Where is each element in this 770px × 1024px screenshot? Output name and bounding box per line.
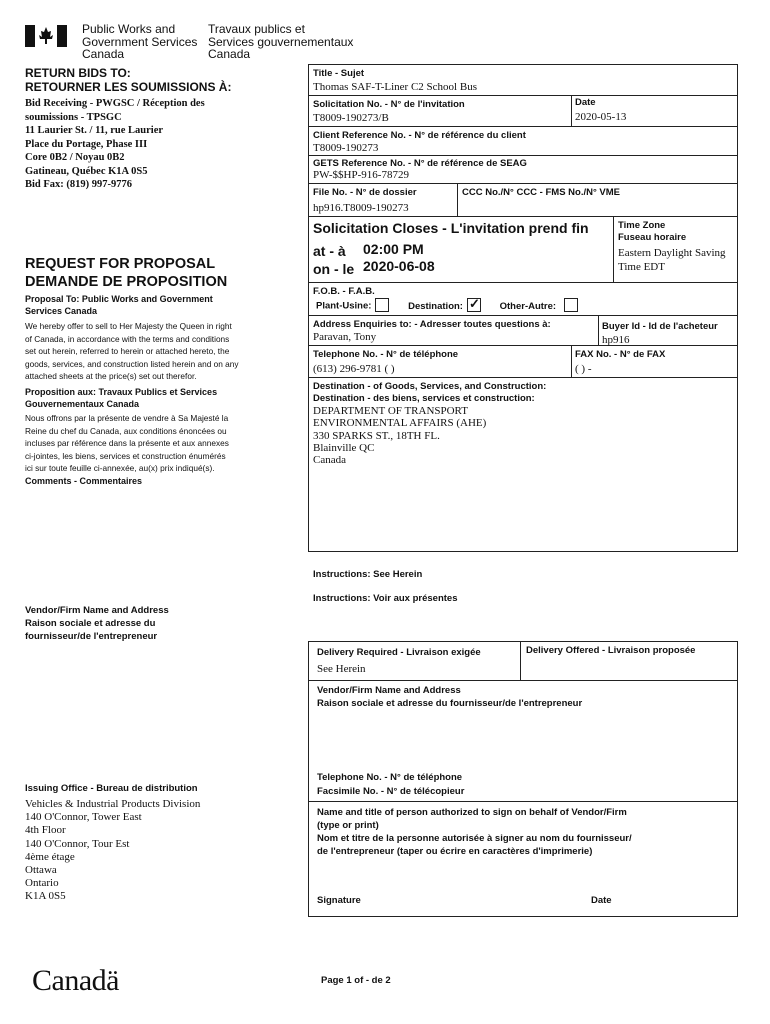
address-line: Bid Fax: (819) 997-9776 [25, 179, 133, 190]
instructions-en: Instructions: See Herein [313, 569, 423, 580]
canada-flag-icon [25, 25, 67, 47]
timezone-label [618, 220, 686, 244]
title-value: Thomas SAF-T-Liner C2 School Bus [313, 81, 477, 93]
other-checkbox[interactable] [564, 298, 578, 312]
offer-line: ci-jointes, les biens, services et construction énumérés [25, 450, 226, 461]
solicitation-closes-label: Solicitation Closes - L'invitation prend fin [313, 220, 589, 236]
destination-address [313, 405, 486, 466]
vendor-label-line: Raison sociale et adresse du fournisseur/de l'entrepreneur [317, 697, 583, 709]
destination-line: 330 SPARKS ST., 18TH FL. [313, 429, 440, 442]
offer-line: We hereby offer to sell to Her Majesty the Queen in right [25, 321, 232, 331]
delivery-required-label: Delivery Required - Livraison exigée [317, 647, 481, 658]
auth-label-line: de l'entrepreneur (taper ou écrire en caractères d'imprimerie) [317, 846, 593, 857]
tz-label-line: Time Zone [618, 220, 666, 231]
signature-label: Signature [317, 895, 361, 906]
offer-line: goods, services, and construction listed herein and on any [25, 358, 239, 369]
offer-line: incluses par référence dans la présente et aux annexes [25, 438, 229, 448]
destination-line: DEPARTMENT OF TRANSPORT [313, 405, 468, 417]
page-number: Page 1 of - de 2 [321, 975, 391, 986]
offer-line: Reine du chef du Canada, aux conditions énoncées ou [25, 425, 227, 436]
tz-value-line: Time EDT [618, 261, 665, 273]
fax-label: FAX No. - N° de FAX [575, 349, 666, 360]
proposition-line: Gouvernementaux Canada [25, 398, 140, 409]
solicitation-value: T8009-190273/B [313, 112, 389, 124]
proposition-line: Proposition aux: Travaux Publics et Services [25, 387, 218, 397]
ccc-label: CCC No./N° CCC - FMS No./N° VME [462, 187, 621, 198]
offer-text-fr [25, 412, 229, 475]
vendor-name-label [317, 685, 582, 710]
address-line: Gatineau, Québec K1A 0S5 [25, 165, 148, 177]
address-line: Bid Receiving - PWGSC / Réception des [25, 98, 205, 109]
buyer-id-value: hp916 [602, 334, 630, 346]
vendor-left-line: fournisseur/de l'entrepreneur [25, 631, 158, 642]
destination-label-line: Destination - des biens, services et construction: [313, 393, 535, 404]
offer-line: of Canada, in accordance with the terms and conditions [25, 333, 230, 344]
proposal-to-line: Proposal To: Public Works and Government [25, 294, 213, 304]
issuing-line: K1A 0S5 [25, 890, 66, 903]
check-icon: ✓ [468, 296, 480, 311]
gets-label: GETS Reference No. - N° de référence de SEAG [313, 158, 527, 169]
plant-checkbox[interactable] [375, 298, 389, 312]
solicitation-label: Solicitation No. - N° de l'invitation [313, 99, 465, 110]
auth-label-line: Name and title of person authorized to sign on behalf of Vendor/Firm [317, 807, 627, 818]
proposal-to-line: Services Canada [25, 305, 98, 316]
comments-label: Comments - Commentaires [25, 476, 143, 486]
address-line: soumissions - TPSGC [25, 111, 122, 123]
gets-value: PW-$$HP-916-78729 [313, 169, 409, 181]
at-label: at - à [313, 243, 346, 259]
issuing-line: Ontario [25, 877, 59, 890]
address-enquiries-value: Paravan, Tony [313, 331, 377, 343]
return-bids-en: RETURN BIDS TO: [25, 66, 131, 80]
offer-line: attached sheets at the price(s) set out therefor. [25, 371, 197, 381]
issuing-line: 4ème étage [25, 850, 75, 863]
destination-label: Destination: [408, 300, 463, 312]
address-line: Place du Portage, Phase III [25, 138, 148, 150]
rfp-title-en: REQUEST FOR PROPOSAL [25, 256, 216, 272]
fob-options [316, 296, 578, 313]
delivery-required-value: See Herein [317, 663, 366, 675]
vendor-left-line: Vendor/Firm Name and Address [25, 605, 169, 616]
department-name-en [82, 23, 197, 61]
buyer-id-label: Buyer Id - Id de l'acheteur [602, 321, 718, 332]
issuing-line: Vehicles & Industrial Products Division [25, 798, 201, 810]
issuing-line: 4th Floor [25, 824, 66, 837]
offer-line: ici sur toute feuille ci-annexée, au(x) prix indiqué(s). [25, 463, 215, 473]
destination-line: Blainville QC [313, 441, 375, 454]
return-bids-title [25, 66, 231, 94]
return-bids-address [25, 97, 205, 192]
issuing-line: Ottawa [25, 864, 57, 877]
address-line: Core 0B2 / Noyau 0B2 [25, 152, 125, 163]
signature-date-label: Date [591, 895, 612, 906]
plant-label: Plant-Usine: [316, 300, 372, 312]
fax-value: ( ) - [575, 363, 592, 375]
authorized-person-label [317, 806, 632, 858]
client-ref-label: Client Reference No. - N° de référence du client [313, 130, 526, 141]
issuing-office-address [25, 798, 200, 904]
tz-value-line: Eastern Daylight Saving [618, 247, 726, 259]
vendor-fax-label: Facsimile No. - N° de télécopieur [317, 786, 465, 797]
destination-line: Canada [313, 454, 346, 467]
telephone-value: (613) 296-9781 ( ) [313, 363, 395, 375]
issuing-office-label: Issuing Office - Bureau de distribution [25, 783, 198, 794]
dept-fr-line: Services gouvernementaux [208, 34, 354, 49]
on-value: 2020-06-08 [363, 258, 435, 274]
dept-en-line: Government Services [82, 34, 198, 49]
address-enquiries-label: Address Enquiries to: - Adresser toutes questions à: [313, 319, 551, 330]
instructions-fr: Instructions: Voir aux présentes [313, 593, 458, 604]
other-label: Other-Autre: [499, 300, 557, 312]
dept-en-line: Canada [82, 47, 125, 61]
destination-line: ENVIRONMENTAL AFFAIRS (AHE) [313, 417, 487, 430]
rfp-title-fr: DEMANDE DE PROPOSITION [25, 274, 228, 290]
file-label: File No. - N° de dossier [313, 187, 417, 198]
destination-label-line: Destination - of Goods, Services, and Construction: [313, 381, 547, 392]
timezone-value [618, 246, 726, 274]
issuing-line: 140 O'Connor, Tour Est [25, 837, 130, 850]
file-value: hp916.T8009-190273 [313, 202, 409, 214]
return-bids-fr: RETOURNER LES SOUMISSIONS À: [25, 80, 232, 94]
fob-label: F.O.B. - F.A.B. [313, 286, 375, 297]
destination-checkbox[interactable] [467, 298, 481, 312]
offer-line: set out herein, referred to herein or attached hereto, the [25, 346, 230, 356]
date-label: Date [575, 97, 596, 108]
client-ref-value: T8009-190273 [313, 142, 379, 154]
rfp-title [25, 255, 227, 291]
offer-text-en [25, 320, 239, 383]
vendor-left-line: Raison sociale et adresse du [25, 618, 156, 629]
date-value: 2020-05-13 [575, 111, 627, 123]
delivery-offered-label: Delivery Offered - Livraison proposée [526, 645, 696, 656]
department-name-fr [208, 23, 353, 61]
title-label: Title - Sujet [313, 68, 365, 79]
on-label: on - le [313, 261, 355, 277]
vendor-phone-label: Telephone No. - N° de téléphone [317, 772, 463, 783]
address-line: 11 Laurier St. / 11, rue Laurier [25, 125, 164, 136]
offer-line: Nous offrons par la présente de vendre à Sa Majesté la [25, 413, 229, 423]
auth-label-line: Nom et titre de la personne autorisée à signer au nom du fournisseur/ [317, 833, 632, 844]
issuing-line: 140 O'Connor, Tower East [25, 811, 142, 824]
canada-wordmark: Canadä [32, 964, 119, 997]
telephone-label: Telephone No. - N° de téléphone [313, 349, 459, 360]
proposal-to [25, 294, 213, 317]
dept-fr-line: Canada [208, 47, 251, 61]
auth-label-line: (type or print) [317, 820, 379, 831]
vendor-left-label [25, 604, 169, 643]
destination-label-block [313, 381, 546, 405]
dept-en-line: Public Works and [82, 22, 176, 36]
at-value: 02:00 PM [363, 241, 424, 257]
dept-fr-line: Travaux publics et [208, 22, 305, 36]
proposition-aux [25, 387, 217, 410]
vendor-label-line: Vendor/Firm Name and Address [317, 685, 461, 696]
tz-label-line: Fuseau horaire [618, 232, 687, 243]
